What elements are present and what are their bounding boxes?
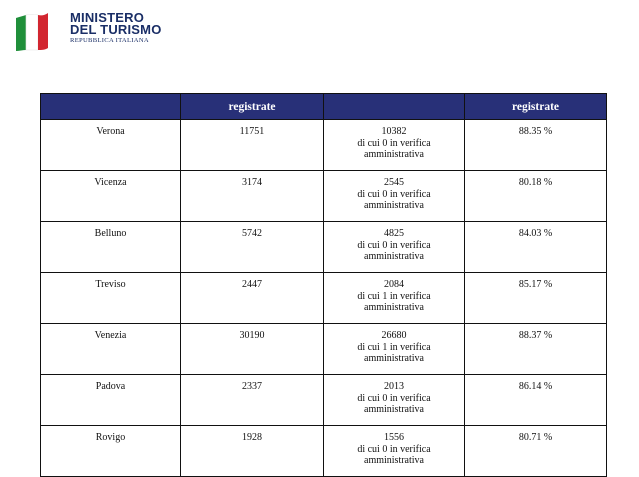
value-cell [324, 375, 465, 426]
value-number: 2084 [384, 279, 404, 290]
table-row [41, 375, 607, 426]
logo-line-1: MINISTERO [70, 10, 145, 25]
value-number: 26680 [381, 330, 407, 341]
registrate-cell: 2447 [181, 273, 324, 324]
provincia-cell: Verona [41, 120, 181, 171]
column-header: registrate [181, 94, 324, 120]
table-row [41, 324, 607, 375]
value-cell [324, 171, 465, 222]
value-cell [324, 273, 465, 324]
verifica-note: di cui 0 in verifica amministrativa [357, 239, 431, 262]
italian-flag-icon [14, 10, 60, 52]
column-header [41, 94, 181, 120]
verifica-note: di cui 1 in verifica amministrativa [357, 341, 431, 364]
provincia-cell: Rovigo [41, 426, 181, 477]
registrate-cell: 1928 [181, 426, 324, 477]
table-row [41, 273, 607, 324]
verifica-note: di cui 0 in verifica amministrativa [357, 392, 431, 415]
registrate-cell: 3174 [181, 171, 324, 222]
provincia-cell: Vicenza [41, 171, 181, 222]
value-number: 2545 [384, 177, 404, 188]
registrate-cell: 5742 [181, 222, 324, 273]
table-row [41, 222, 607, 273]
provincia-cell: Padova [41, 375, 181, 426]
value-cell [324, 120, 465, 171]
verifica-note: di cui 0 in verifica amministrativa [357, 443, 431, 466]
value-number: 10382 [381, 126, 407, 137]
table-header-row [41, 94, 607, 120]
table-row [41, 171, 607, 222]
percent-cell: 80.71 % [465, 426, 607, 477]
logo-line-2: DEL TURISMO [70, 22, 162, 37]
provincia-cell: Treviso [41, 273, 181, 324]
percent-cell: 88.37 % [465, 324, 607, 375]
value-cell [324, 222, 465, 273]
verifica-note: di cui 0 in verifica amministrativa [357, 137, 431, 160]
percent-cell: 88.35 % [465, 120, 607, 171]
registrations-table [40, 93, 607, 477]
percent-cell: 84.03 % [465, 222, 607, 273]
value-cell [324, 426, 465, 477]
registrate-cell: 30190 [181, 324, 324, 375]
table-row [41, 426, 607, 477]
provincia-cell: Belluno [41, 222, 181, 273]
percent-cell: 80.18 % [465, 171, 607, 222]
column-header [324, 94, 465, 120]
table-row [41, 120, 607, 171]
ministry-name [70, 12, 162, 45]
value-number: 4825 [384, 228, 404, 239]
value-number: 1556 [384, 432, 404, 443]
registrate-cell: 2337 [181, 375, 324, 426]
column-header: registrate [465, 94, 607, 120]
value-cell [324, 324, 465, 375]
verifica-note: di cui 1 in verifica amministrativa [357, 290, 431, 313]
percent-cell: 86.14 % [465, 375, 607, 426]
value-number: 2013 [384, 381, 404, 392]
provincia-cell: Venezia [41, 324, 181, 375]
verifica-note: di cui 0 in verifica amministrativa [357, 188, 431, 211]
logo-line-3: REPUBBLICA ITALIANA [70, 37, 149, 44]
registrate-cell: 11751 [181, 120, 324, 171]
percent-cell: 85.17 % [465, 273, 607, 324]
